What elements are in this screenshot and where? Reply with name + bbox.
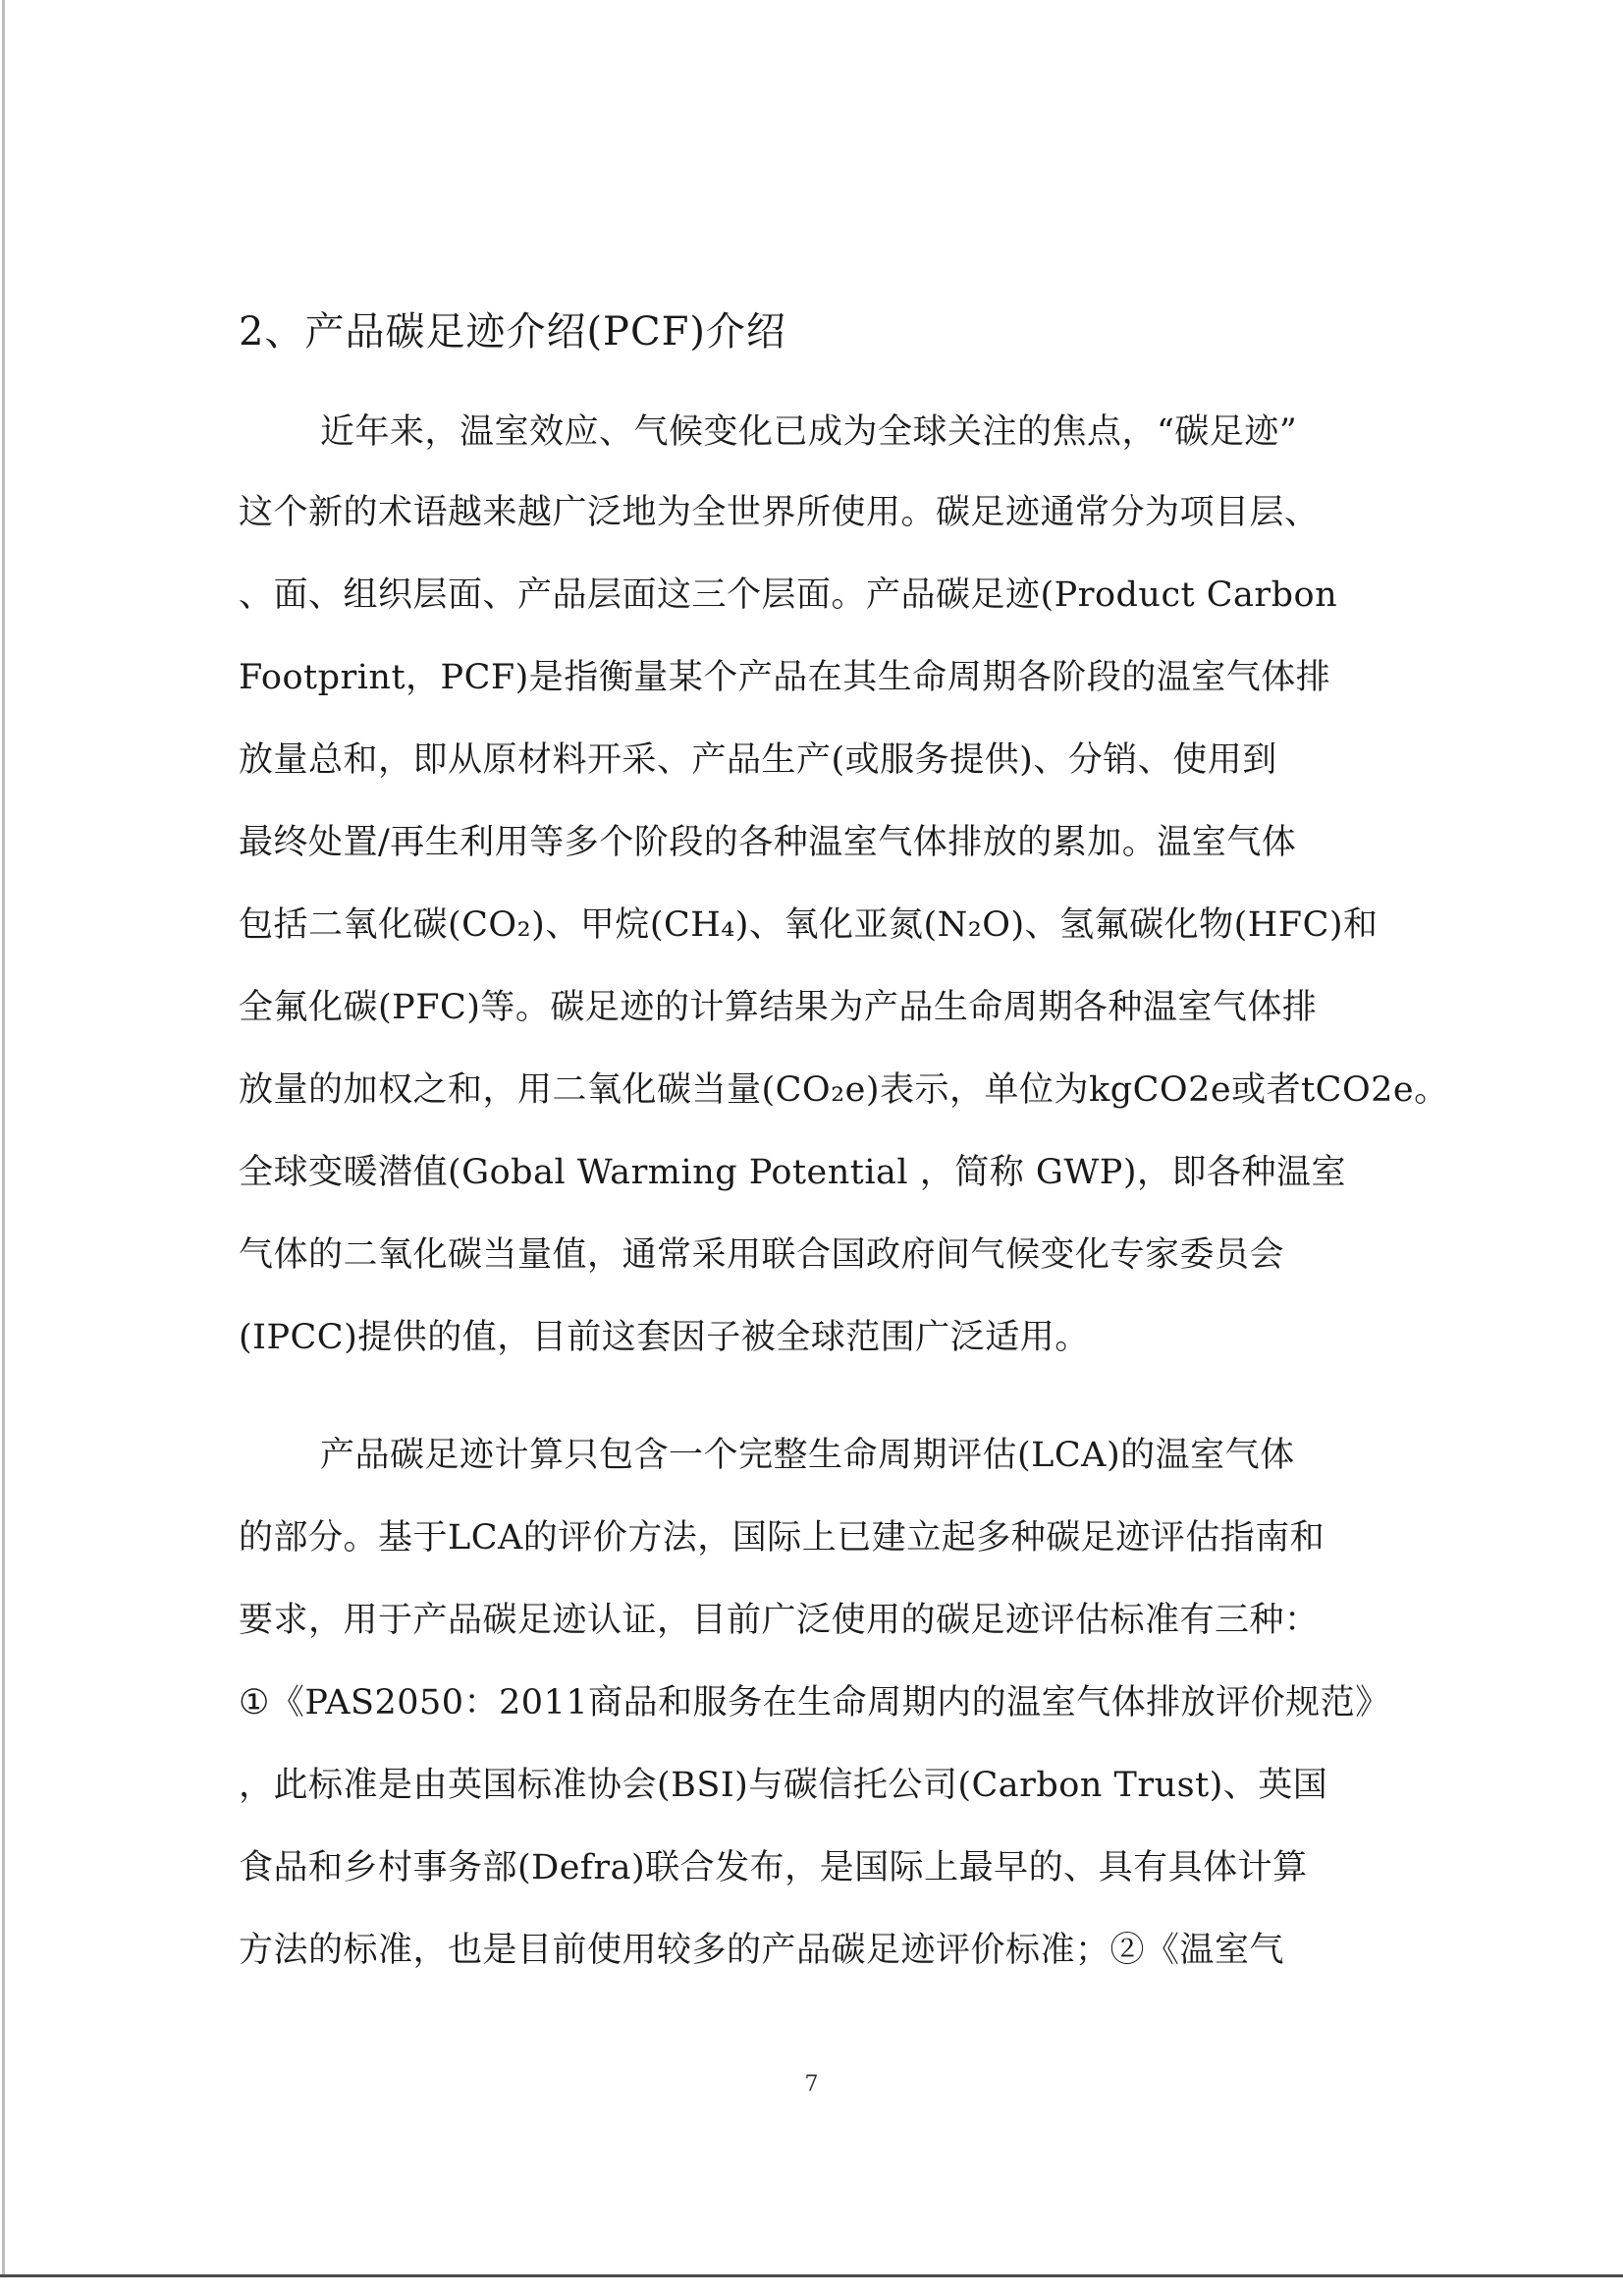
paragraph-1-line-2: 这个新的术语越来越广泛地为全世界所使用。碳足迹通常分为项目层、 (239, 493, 1320, 532)
paragraph-1-line-9: 放量的加权之和，用二氧化碳当量(CO₂e)表示，单位为kgCO2e或者tCO2e。 (239, 1070, 1449, 1110)
paragraph-1-line-11: 气体的二氧化碳当量值，通常采用联合国政府间气候变化专家委员会 (239, 1235, 1285, 1275)
section-heading: 2、产品碳足迹介绍(PCF)介绍 (239, 309, 786, 355)
paragraph-2-line-7: 方法的标准，也是目前使用较多的产品碳足迹评价标准；②《温室气 (239, 1931, 1285, 1970)
paragraph-1-line-8: 全氟化碳(PFC)等。碳足迹的计算结果为产品生命周期各种温室气体排 (239, 988, 1318, 1027)
paragraph-1-line-4: Footprint，PCF)是指衡量某个产品在其生命周期各阶段的温室气体排 (239, 658, 1331, 697)
paragraph-1-line-10: 全球变暖潜值(Gobal Warming Potential ，简称 GWP)，即各种温室 (239, 1153, 1346, 1192)
paragraph-2-line-5: ，此标准是由英国标准协会(BSI)与碳信托公司(Carbon Trust)、英国 (239, 1766, 1328, 1805)
paragraph-1-line-12: (IPCC)提供的值，目前这套因子被全球范围广泛适用。 (239, 1318, 1090, 1357)
paragraph-1-line-5: 放量总和，即从原材料开采、产品生产(或服务提供)、分销、使用到 (239, 740, 1277, 780)
paragraph-1-line-7: 包括二氧化碳(CO₂)、甲烷(CH₄)、氧化亚氮(N₂O)、氢氟碳化物(HFC)和 (239, 905, 1379, 945)
scan-edge-left (2, 0, 5, 2274)
paragraph-1-line-6: 最终处置/再生利用等多个阶段的各种温室气体排放的累加。温室气体 (239, 823, 1297, 862)
paragraph-2-line-3: 要求，用于产品碳足迹认证，目前广泛使用的碳足迹评估标准有三种： (239, 1601, 1320, 1640)
page-number: 7 (804, 2072, 819, 2097)
paragraph-1-line-1: 近年来，温室效应、气候变化已成为全球关注的焦点，“碳足迹” (320, 412, 1298, 452)
paragraph-2-line-1: 产品碳足迹计算只包含一个完整生命周期评估(LCA)的温室气体 (320, 1436, 1295, 1475)
paragraph-1-line-3: 、面、组织层面、产品层面这三个层面。产品碳足迹(Product Carbon (239, 575, 1338, 615)
paragraph-2-line-2: 的部分。基于LCA的评价方法，国际上已建立起多种碳足迹评估指南和 (239, 1518, 1325, 1558)
paragraph-2-line-6: 食品和乡村事务部(Defra)联合发布，是国际上最早的、具有具体计算 (239, 1848, 1308, 1887)
paragraph-2-line-4: ①《PAS2050：2011商品和服务在生命周期内的温室气体排放评价规范》 (239, 1683, 1390, 1722)
scan-edge-bottom (0, 2274, 1623, 2277)
